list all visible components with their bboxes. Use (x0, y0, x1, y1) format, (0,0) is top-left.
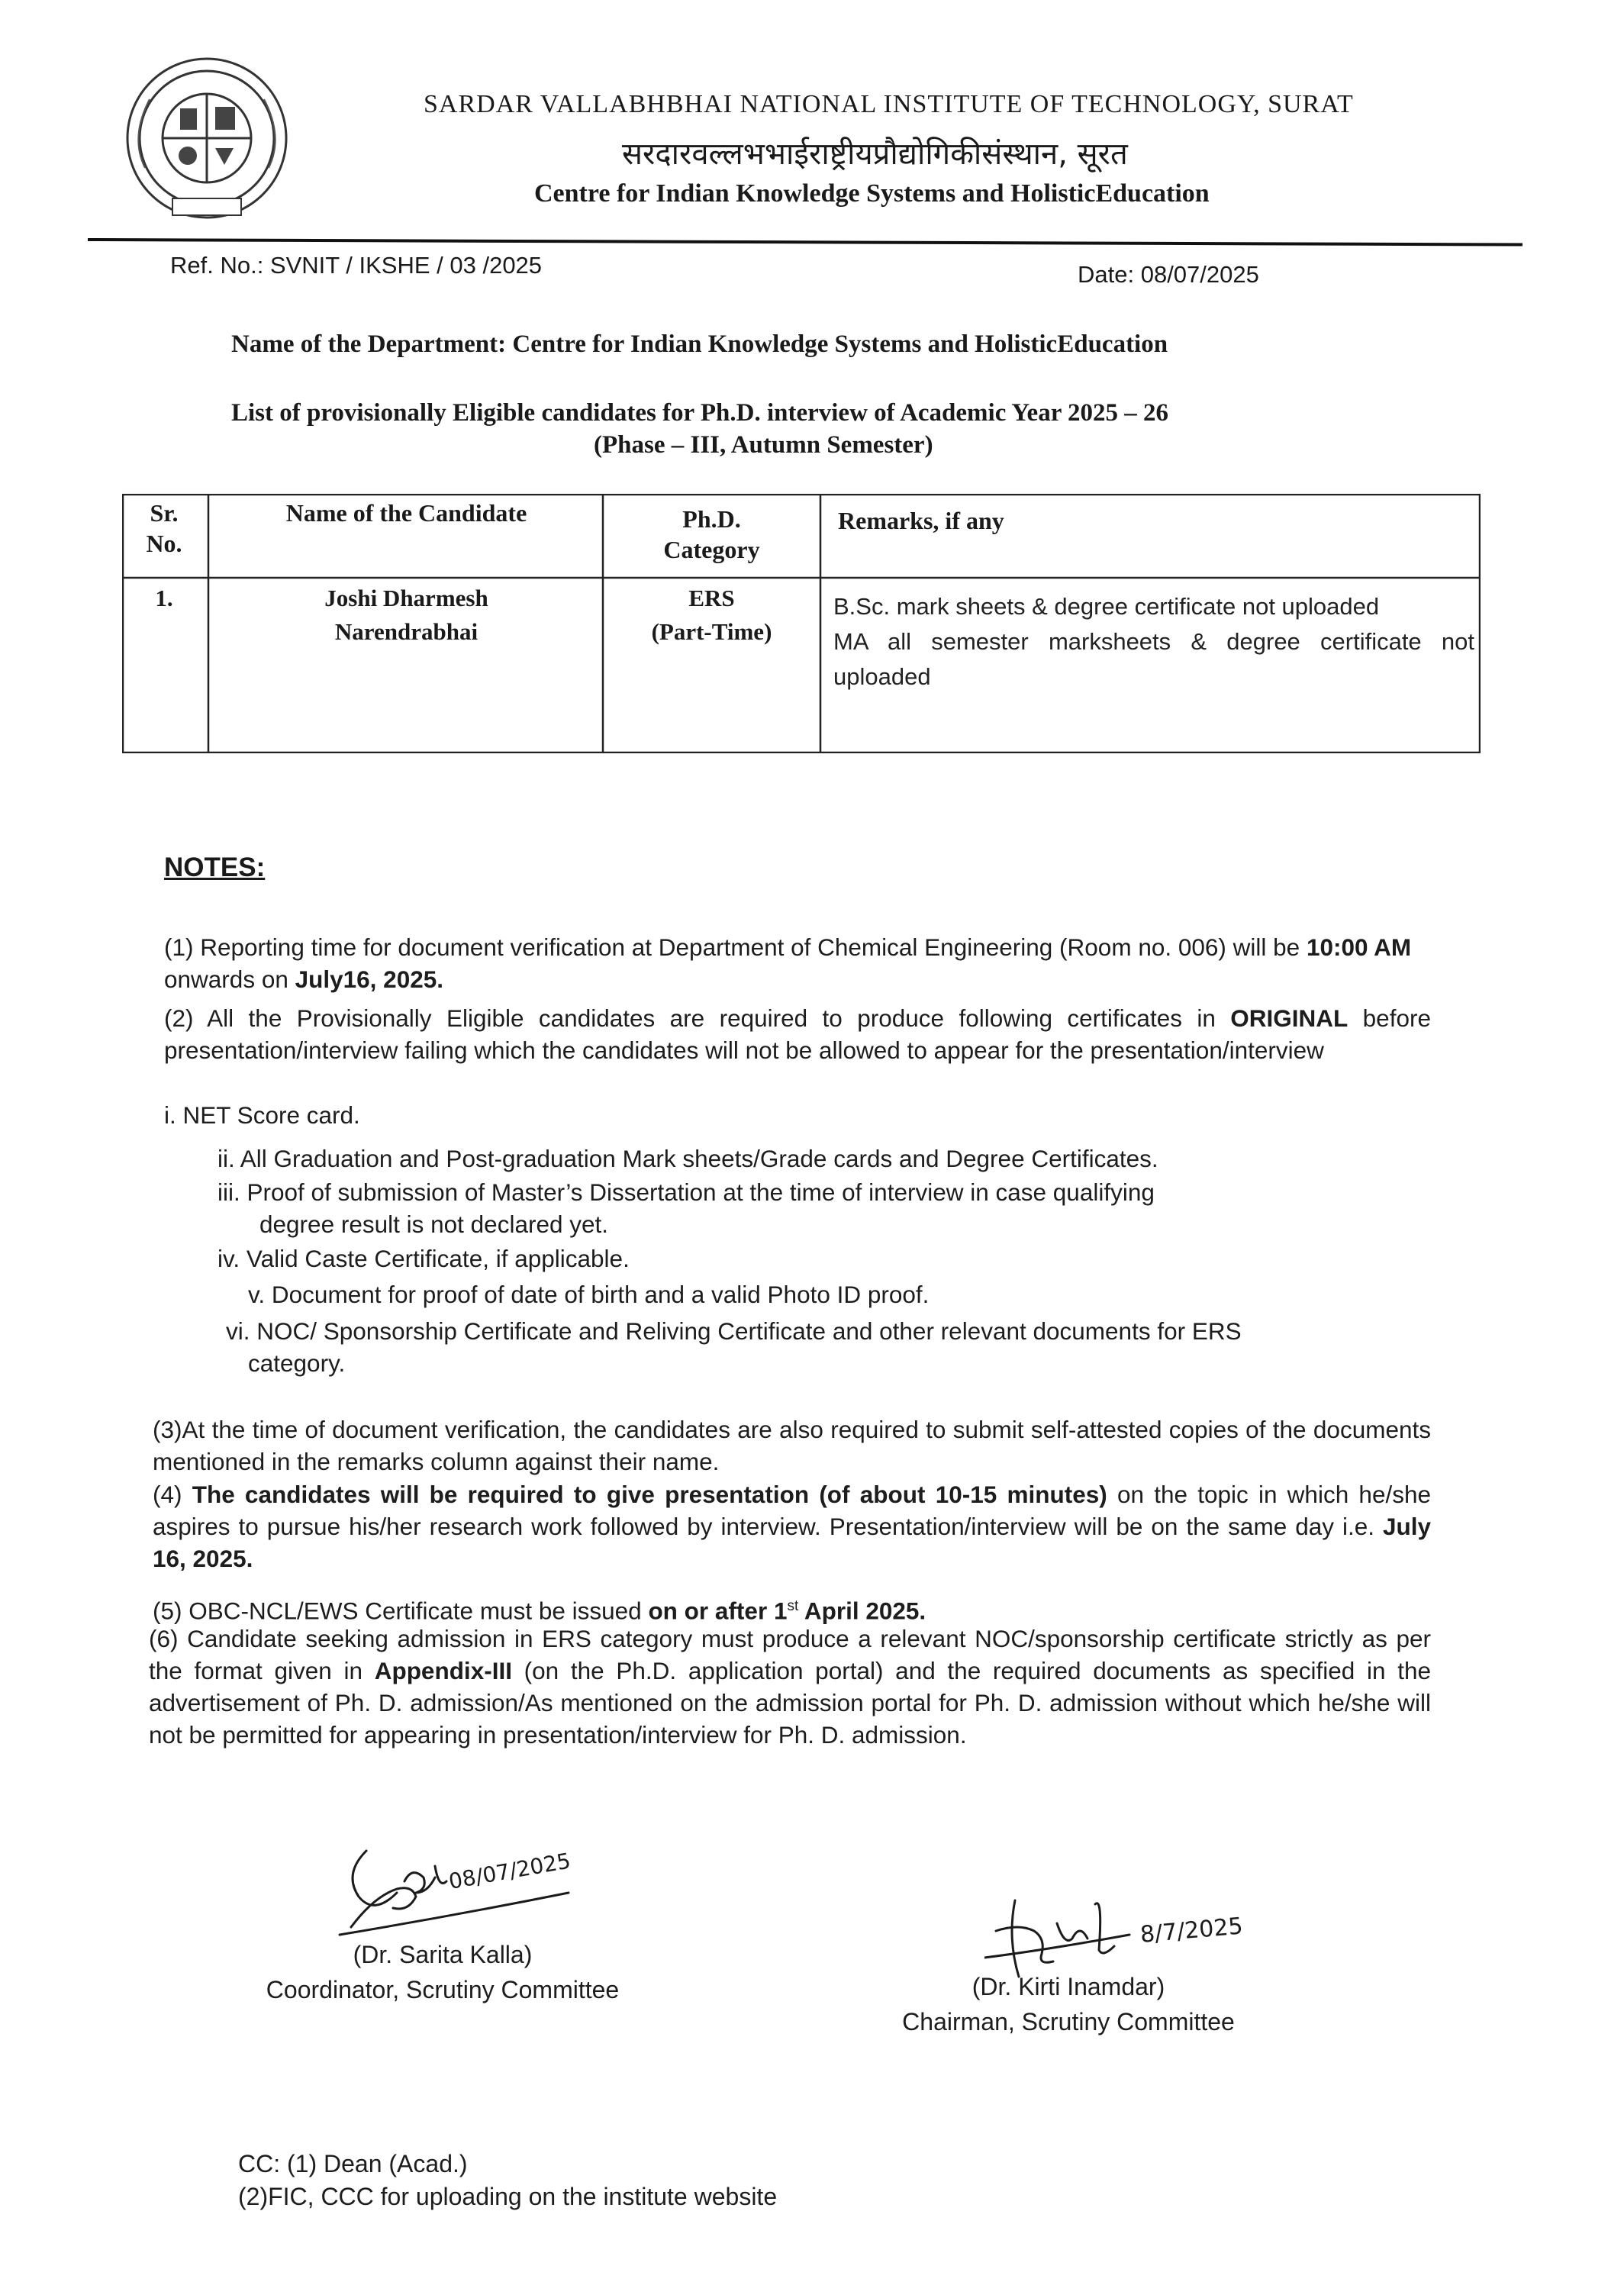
institute-name-english: SARDAR VALLABHBHAI NATIONAL INSTITUTE OF TECHNOLOGY, SURAT (424, 90, 1354, 118)
signatory-right (855, 1969, 1282, 2039)
svg-text:08/07/2025: 08/07/2025 (446, 1848, 573, 1894)
table-header-category: Ph.D. Category (663, 505, 760, 563)
remark-ma: MA all semester marksheets & degree certificate not uploaded (833, 628, 1474, 690)
table-row-name: Joshi Dharmesh Narendrabhai (324, 585, 488, 645)
signatory-left (229, 1937, 656, 2007)
cc-line-2: (2)FIC, CCC for uploading on the institute website (238, 2183, 778, 2210)
institute-name-hindi: सरदारवल्लभभाईराष्ट्रीयप्रौद्योगिकीसंस्थान, सूरत (622, 137, 1128, 172)
signatory-left-role: Coordinator, Scrutiny Committee (266, 1976, 620, 2003)
signatory-left-name: (Dr. Sarita Kalla) (353, 1941, 533, 1968)
note-2-item-vi-cont: category. (248, 1349, 346, 1377)
svg-text:8/7/2025: 8/7/2025 (1139, 1913, 1244, 1948)
document-date: Date: 08/07/2025 (1078, 261, 1259, 288)
reference-number: Ref. No.: SVNIT / IKSHE / 03 /2025 (170, 252, 543, 279)
note-2-item-i: i. NET Score card. (164, 1101, 360, 1129)
table-header-name: Name of the Candidate (285, 499, 527, 527)
list-subtitle: (Phase – III, Autumn Semester) (594, 431, 933, 459)
centre-name: Centre for Indian Knowledge Systems and HolisticEducation (534, 179, 1210, 208)
table-row-remarks (833, 589, 1474, 695)
cc-line-1: CC: (1) Dean (Acad.) (238, 2150, 468, 2177)
note-2-item-vi: vi. NOC/ Sponsorship Certificate and Reliving Certificate and other relevant documents for ERS (226, 1317, 1242, 1345)
signatory-right-role: Chairman, Scrutiny Committee (902, 2008, 1235, 2035)
table-header-sr-no: Sr. No. (146, 499, 182, 557)
table-row-sr: 1. (155, 585, 173, 611)
remark-bsc: B.Sc. mark sheets & degree certificate not uploaded (833, 593, 1380, 620)
note-2-item-v: v. Document for proof of date of birth and a valid Photo ID proof. (248, 1281, 930, 1308)
signatory-right-name: (Dr. Kirti Inamdar) (972, 1973, 1165, 2000)
list-title: List of provisionally Eligible candidates for Ph.D. interview of Academic Year 2025 – 26 (231, 399, 1168, 427)
note-2-item-iii-cont: degree result is not declared yet. (259, 1210, 609, 1238)
table-row-category: ERS (Part-Time) (651, 585, 772, 645)
header-divider (88, 238, 1522, 247)
note-2-item-iv: iv. Valid Caste Certificate, if applicable. (218, 1245, 630, 1272)
note-4: (4) The candidates will be required to give presentation (of about 10-15 minutes) on the topic in which he/she aspires to pursue his/her research work followed by interview. Presentation/interview will be on the same day i.e. July 16, 2025. (153, 1481, 1431, 1572)
note-6: (6) Candidate seeking admission in ERS category must produce a relevant NOC/sponsorship certificate strictly as per the format given in Appendix-III (on the Ph.D. application portal) and the required documents as specified in the advertisement of Ph. D. admission/As mentioned on the admission portal for Ph. D. admission without which he/she will not be permitted for appearing in presentation/interview for Ph. D. admission. (149, 1625, 1431, 1749)
note-3: (3)At the time of document verification, the candidates are also required to submit self-attested copies of the documents mentioned in the remarks column against their name. (153, 1416, 1431, 1475)
note-5: (5) OBC-NCL/EWS Certificate must be issued on or after 1st April 2025. (153, 1597, 926, 1625)
note-2: (2) All the Provisionally Eligible candidates are required to produce following certificates in ORIGINAL before presentation/interview failing which the candidates will not be allowed to appear for the presentation/interview (164, 1004, 1431, 1064)
note-2-item-ii: ii. All Graduation and Post-graduation Mark sheets/Grade cards and Degree Certificates. (218, 1145, 1158, 1172)
signature-sarita-kalla (336, 1836, 580, 1950)
department-title: Name of the Department: Centre for Indian Knowledge Systems and HolisticEducation (231, 330, 1168, 358)
table-header-remarks: Remarks, if any (838, 507, 1004, 534)
institute-logo (122, 53, 292, 223)
notes-heading: NOTES: (164, 853, 266, 882)
note-2-item-iii: iii. Proof of submission of Master’s Dissertation at the time of interview in case qualifying (218, 1178, 1155, 1206)
note-1: (1) Reporting time for document verification at Department of Chemical Engineering (Room no. 006) will be 10:00 AM onwards on July16, 2025. (164, 933, 1412, 993)
